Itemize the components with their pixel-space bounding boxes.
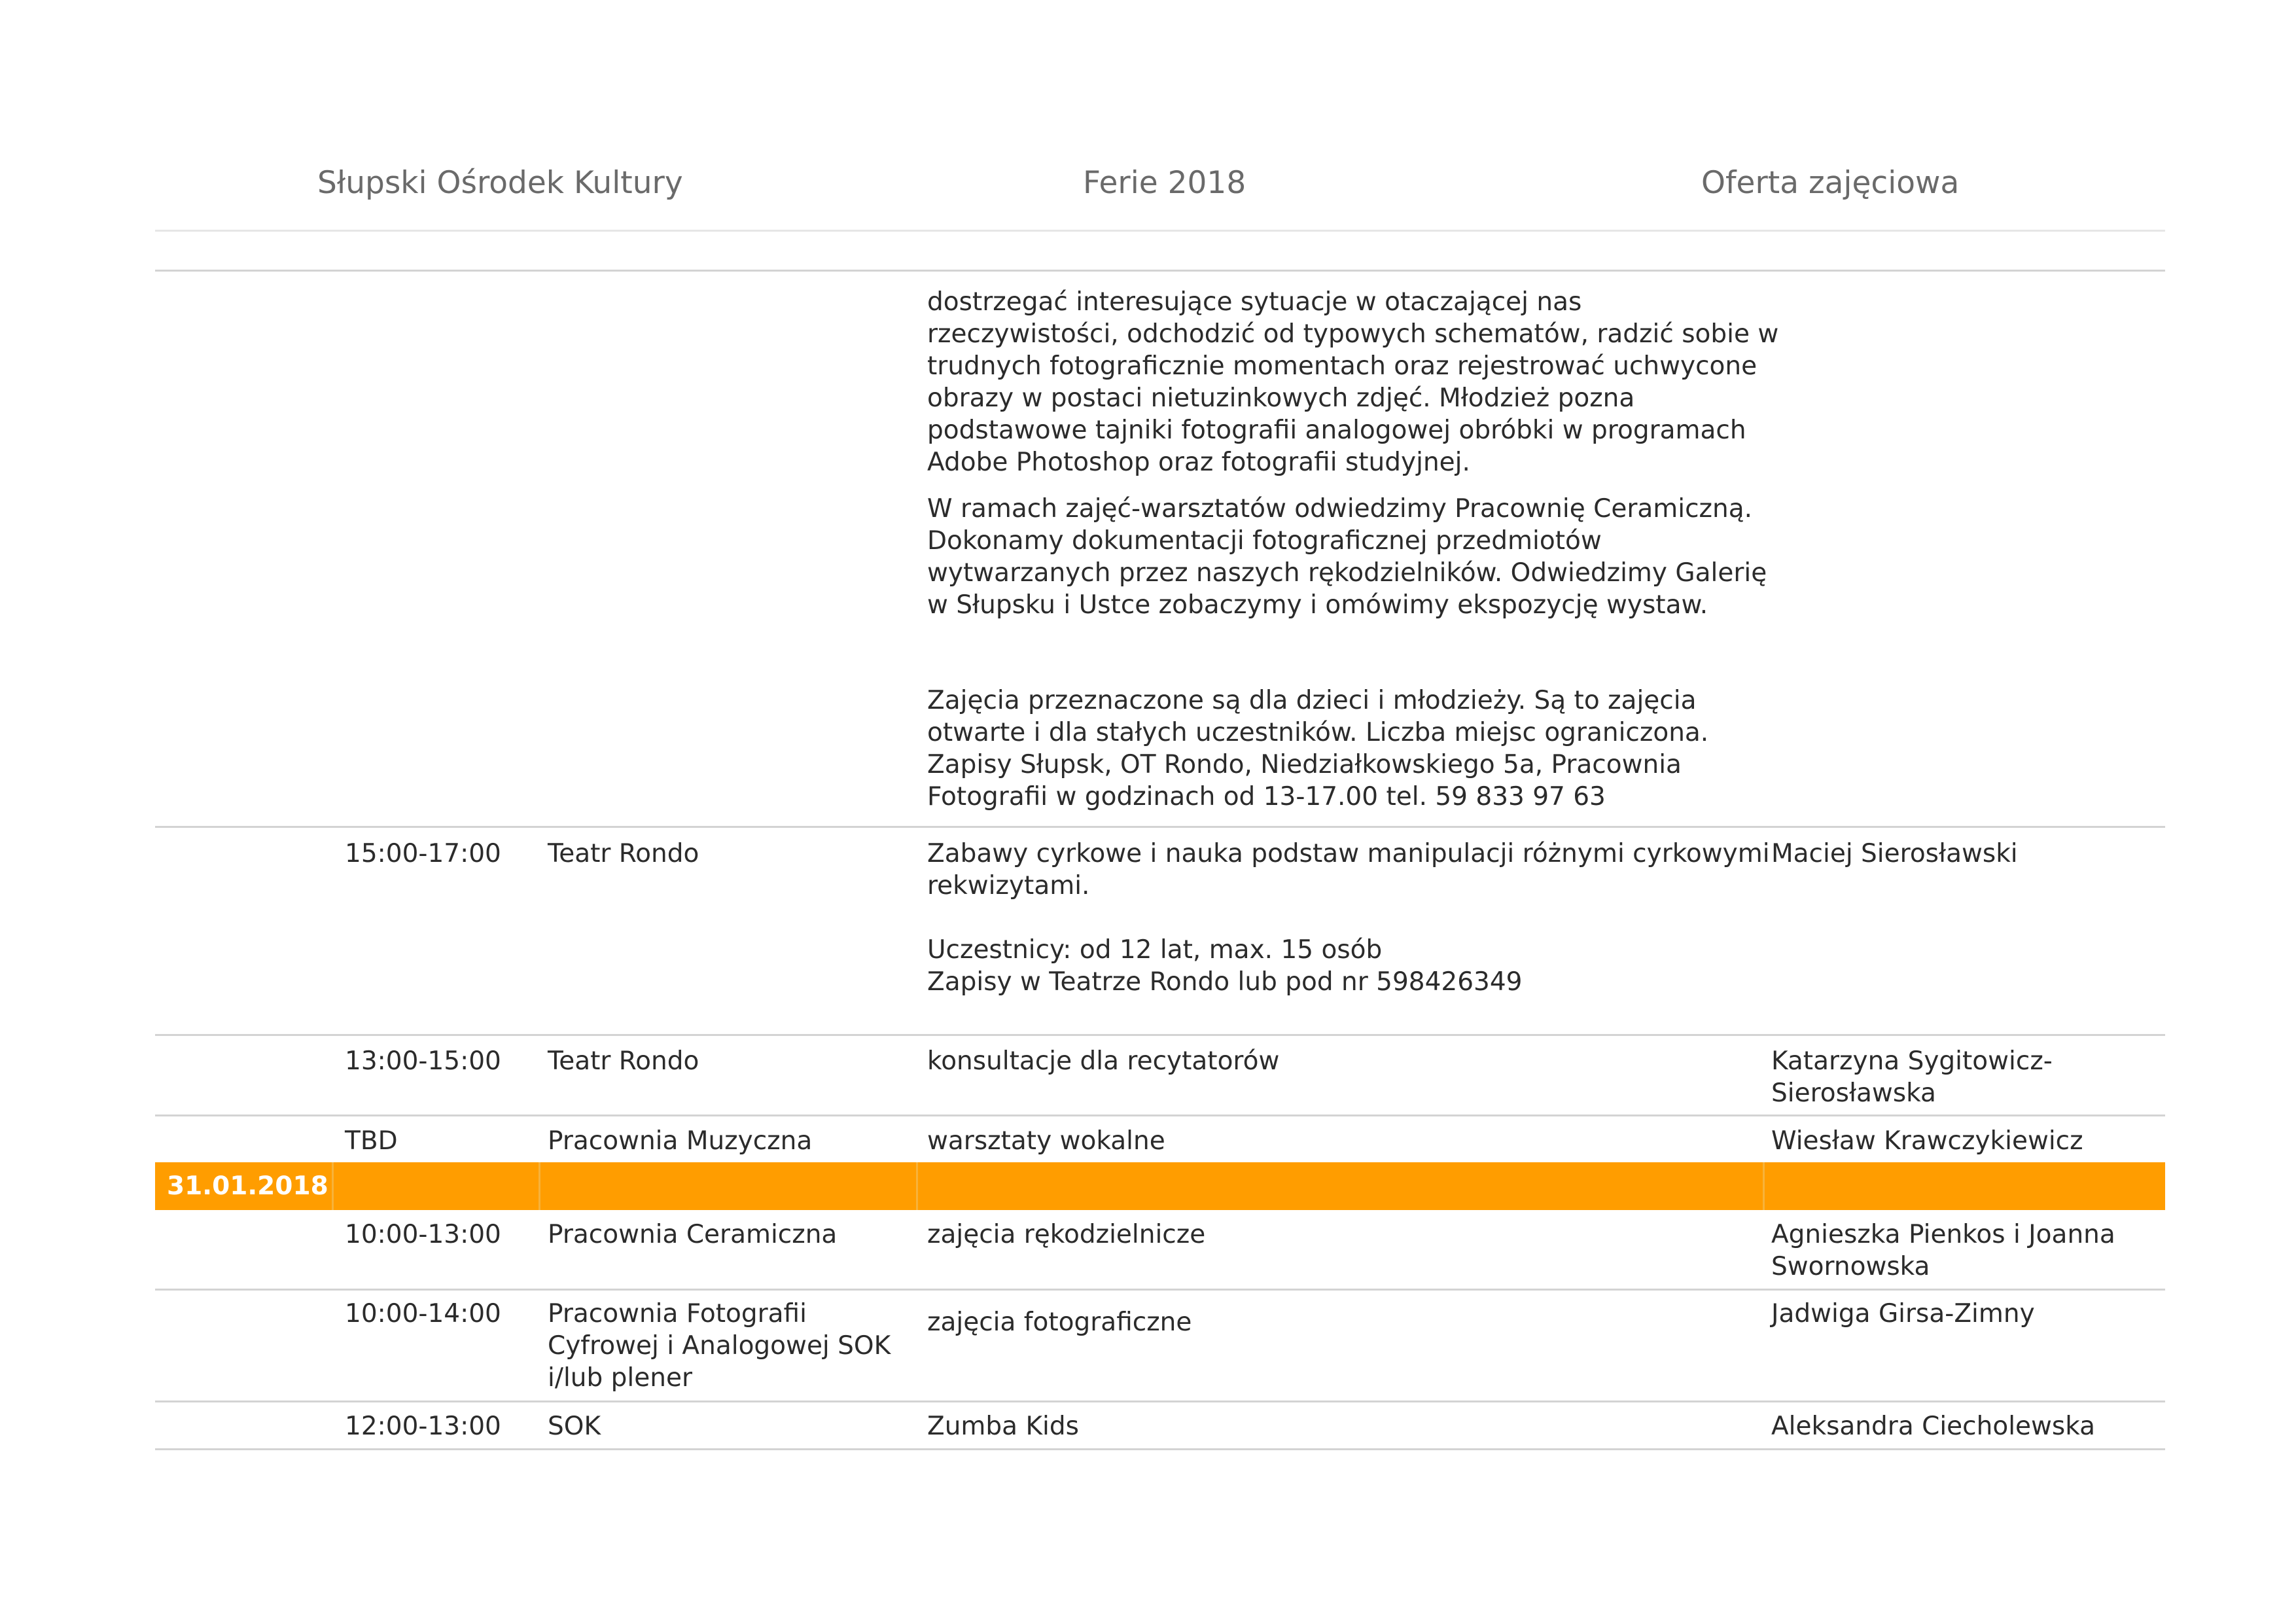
text-line: podstawowe tajniki fotografii analogowej obróbki w programach: [927, 416, 1746, 445]
description-line: konsultacje dla recytatorów: [927, 1046, 1280, 1076]
description-paragraph-3: [927, 685, 1778, 813]
text-line: Zajęcia przeznaczone są dla dzieci i młodzieży. Są to zajęcia: [927, 686, 1697, 715]
description-line: zajęcia fotograficzne: [927, 1308, 1192, 1337]
description-cell: [927, 1125, 1165, 1157]
place-cell: [548, 1298, 891, 1394]
table-bottom-rule: [155, 1448, 2165, 1450]
date-header-row: [155, 1162, 2165, 1210]
description-line: zajęcia rękodzielnicze: [927, 1220, 1206, 1249]
description-line: rekwizytami.: [927, 871, 1090, 901]
person-line: Katarzyna Sygitowicz-: [1771, 1046, 2053, 1076]
description-line: warsztaty wokalne: [927, 1126, 1165, 1156]
place-line: Cyfrowej i Analogowej SOK: [548, 1331, 891, 1361]
place-line: Pracownia Muzyczna: [548, 1126, 813, 1156]
description-cell: [927, 1306, 1192, 1338]
place-line: Teatr Rondo: [548, 839, 699, 868]
time-cell: 12:00-13:00: [345, 1412, 501, 1441]
place-line: Pracownia Ceramiczna: [548, 1220, 838, 1249]
row-rule: [155, 1289, 2165, 1291]
person-cell: [1771, 1298, 2035, 1330]
time-cell: 13:00-15:00: [345, 1046, 501, 1076]
place-line: SOK: [548, 1412, 601, 1441]
header-section: Oferta zajęciowa: [1701, 165, 1960, 201]
date-header: 31.01.2018: [167, 1171, 328, 1201]
description-line: Zapisy w Teatrze Rondo lub pod nr 598426349: [927, 967, 1523, 997]
header-organization: Słupski Ośrodek Kultury: [317, 165, 683, 201]
text-line: Zapisy Słupsk, OT Rondo, Niedziałkowskiego 5a, Pracownia: [927, 750, 1682, 779]
person-line: Jadwiga Girsa-Zimny: [1771, 1299, 2035, 1329]
column-separator: [916, 1162, 918, 1210]
text-line: wytwarzanych przez naszych rękodzielników. Odwiedzimy Galerię: [927, 558, 1767, 588]
time-cell: TBD: [345, 1126, 398, 1156]
column-separator: [539, 1162, 540, 1210]
place-line: i/lub plener: [548, 1363, 693, 1393]
row-rule: [155, 1400, 2165, 1402]
text-line: obrazy w postaci nietuzinkowych zdjęć. Młodzież pozna: [927, 383, 1635, 413]
person-cell: [1771, 838, 2018, 870]
time-cell: 15:00-17:00: [345, 839, 501, 868]
person-cell: [1771, 1410, 2095, 1442]
description-paragraph-1: [927, 286, 1778, 478]
text-line: dostrzegać interesujące sytuacje w otaczającej nas: [927, 287, 1582, 317]
person-cell: [1771, 1045, 2053, 1109]
person-cell: [1771, 1125, 2083, 1157]
person-line: Maciej Sierosławski: [1771, 839, 2018, 868]
text-line: otwarte i dla stałych uczestników. Liczba miejsc ograniczona.: [927, 718, 1709, 747]
table-top-rule: [155, 270, 2165, 272]
description-line: Zabawy cyrkowe i nauka podstaw manipulacji różnymi cyrkowymi: [927, 839, 1770, 868]
row-rule: [155, 826, 2165, 828]
column-separator: [332, 1162, 334, 1210]
description-line: Zumba Kids: [927, 1412, 1079, 1441]
text-line: W ramach zajęć-warsztatów odwiedzimy Pracownię Ceramiczną.: [927, 494, 1753, 524]
place-cell: [548, 1125, 812, 1157]
continued-description: [927, 286, 1778, 813]
description-cell: [927, 1045, 1279, 1077]
time-cell: 10:00-14:00: [345, 1299, 501, 1329]
text-line: Dokonamy dokumentacji fotograficznej przedmiotów: [927, 526, 1602, 556]
person-line: Aleksandra Ciecholewska: [1771, 1412, 2096, 1441]
description-cell: [927, 838, 1770, 998]
text-line: trudnych fotograficznie momentach oraz rejestrować uchwycone: [927, 351, 1757, 381]
person-cell: [1771, 1219, 2115, 1283]
description-paragraph-2: [927, 493, 1778, 621]
time-cell: 10:00-13:00: [345, 1220, 501, 1249]
text-line: rzeczywistości, odchodzić od typowych schematów, radzić sobie w: [927, 319, 1779, 349]
person-line: Swornowska: [1771, 1252, 1930, 1281]
description-cell: [927, 1410, 1079, 1442]
description-line: [927, 902, 1770, 934]
place-cell: [548, 1045, 699, 1077]
place-cell: [548, 1219, 837, 1251]
description-line: Uczestnicy: od 12 lat, max. 15 osób: [927, 935, 1383, 965]
person-line: Wiesław Krawczykiewicz: [1771, 1126, 2083, 1156]
person-line: Sierosławska: [1771, 1079, 1936, 1108]
text-line: Adobe Photoshop oraz fotografii studyjnej.: [927, 448, 1470, 477]
text-line: w Słupsku i Ustce zobaczymy i omówimy ekspozycję wystaw.: [927, 590, 1708, 620]
text-line: Fotografii w godzinach od 13-17.00 tel. 59 833 97 63: [927, 782, 1606, 812]
description-cell: [927, 1219, 1205, 1251]
place-cell: [548, 838, 699, 870]
person-line: Agnieszka Pienkos i Joanna: [1771, 1220, 2115, 1249]
place-cell: [548, 1410, 601, 1442]
header-divider: [155, 230, 2165, 232]
row-rule: [155, 1115, 2165, 1116]
column-separator: [1763, 1162, 1765, 1210]
header-event: Ferie 2018: [1083, 165, 1246, 201]
place-line: Pracownia Fotografii: [548, 1299, 807, 1329]
row-rule: [155, 1034, 2165, 1036]
place-line: Teatr Rondo: [548, 1046, 699, 1076]
